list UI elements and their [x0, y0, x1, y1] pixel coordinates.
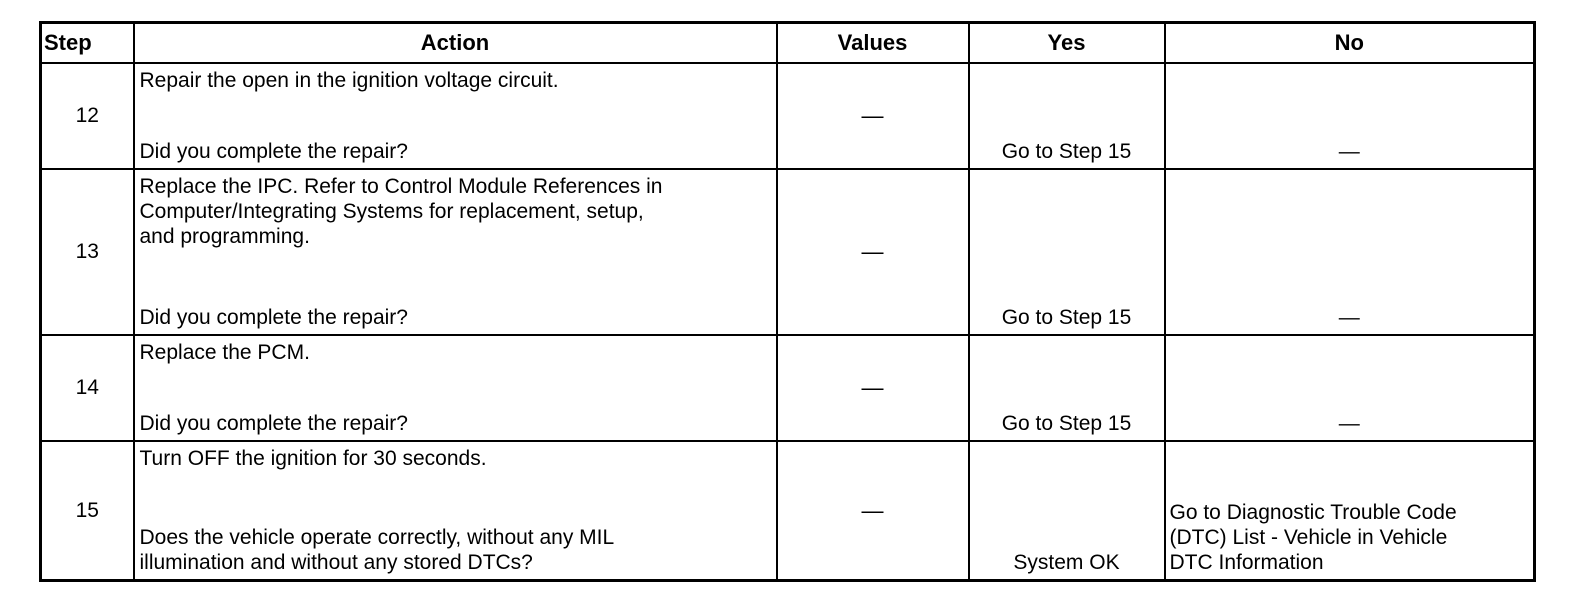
yes-cell: Go to Step 15 — [969, 335, 1165, 441]
action-cell — [134, 169, 777, 335]
header-yes: Yes — [969, 23, 1165, 64]
action-instruction: Turn OFF the ignition for 30 seconds. — [139, 447, 487, 470]
values-cell: — — [777, 441, 969, 581]
action-instruction: Replace the IPC. Refer to Control Module References in Computer/Integrating Systems for replacement, setup, and programming. — [139, 175, 663, 248]
action-cell — [134, 63, 777, 169]
no-cell: — — [1165, 335, 1535, 441]
values-cell: — — [777, 335, 969, 441]
action-instruction: Repair the open in the ignition voltage circuit. — [139, 69, 559, 92]
table-row — [41, 441, 1535, 581]
header-step: Step — [41, 23, 134, 64]
step-number: 14 — [41, 335, 134, 441]
yes-cell: Go to Step 15 — [969, 169, 1165, 335]
no-cell: — — [1165, 63, 1535, 169]
step-number: 12 — [41, 63, 134, 169]
action-question: Did you complete the repair? — [139, 412, 408, 435]
table-row — [41, 169, 1535, 335]
header-no: No — [1165, 23, 1535, 64]
no-cell: Go to Diagnostic Trouble Code (DTC) List - Vehicle in Vehicle DTC Information — [1165, 441, 1535, 581]
action-question: Does the vehicle operate correctly, without any MIL illumination and without any stored DTCs? — [139, 526, 615, 574]
no-cell: — — [1165, 169, 1535, 335]
step-number: 13 — [41, 169, 134, 335]
header-values: Values — [777, 23, 969, 64]
table-row — [41, 63, 1535, 169]
values-cell: — — [777, 63, 969, 169]
action-question: Did you complete the repair? — [139, 140, 408, 163]
action-cell — [134, 335, 777, 441]
header-row — [41, 23, 1535, 64]
action-question: Did you complete the repair? — [139, 306, 408, 329]
header-action: Action — [134, 23, 777, 64]
yes-cell: System OK — [969, 441, 1165, 581]
values-cell: — — [777, 169, 969, 335]
yes-cell: Go to Step 15 — [969, 63, 1165, 169]
table-row — [41, 335, 1535, 441]
action-cell — [134, 441, 777, 581]
action-instruction: Replace the PCM. — [139, 341, 310, 364]
step-number: 15 — [41, 441, 134, 581]
diagnostic-table — [39, 21, 1536, 582]
